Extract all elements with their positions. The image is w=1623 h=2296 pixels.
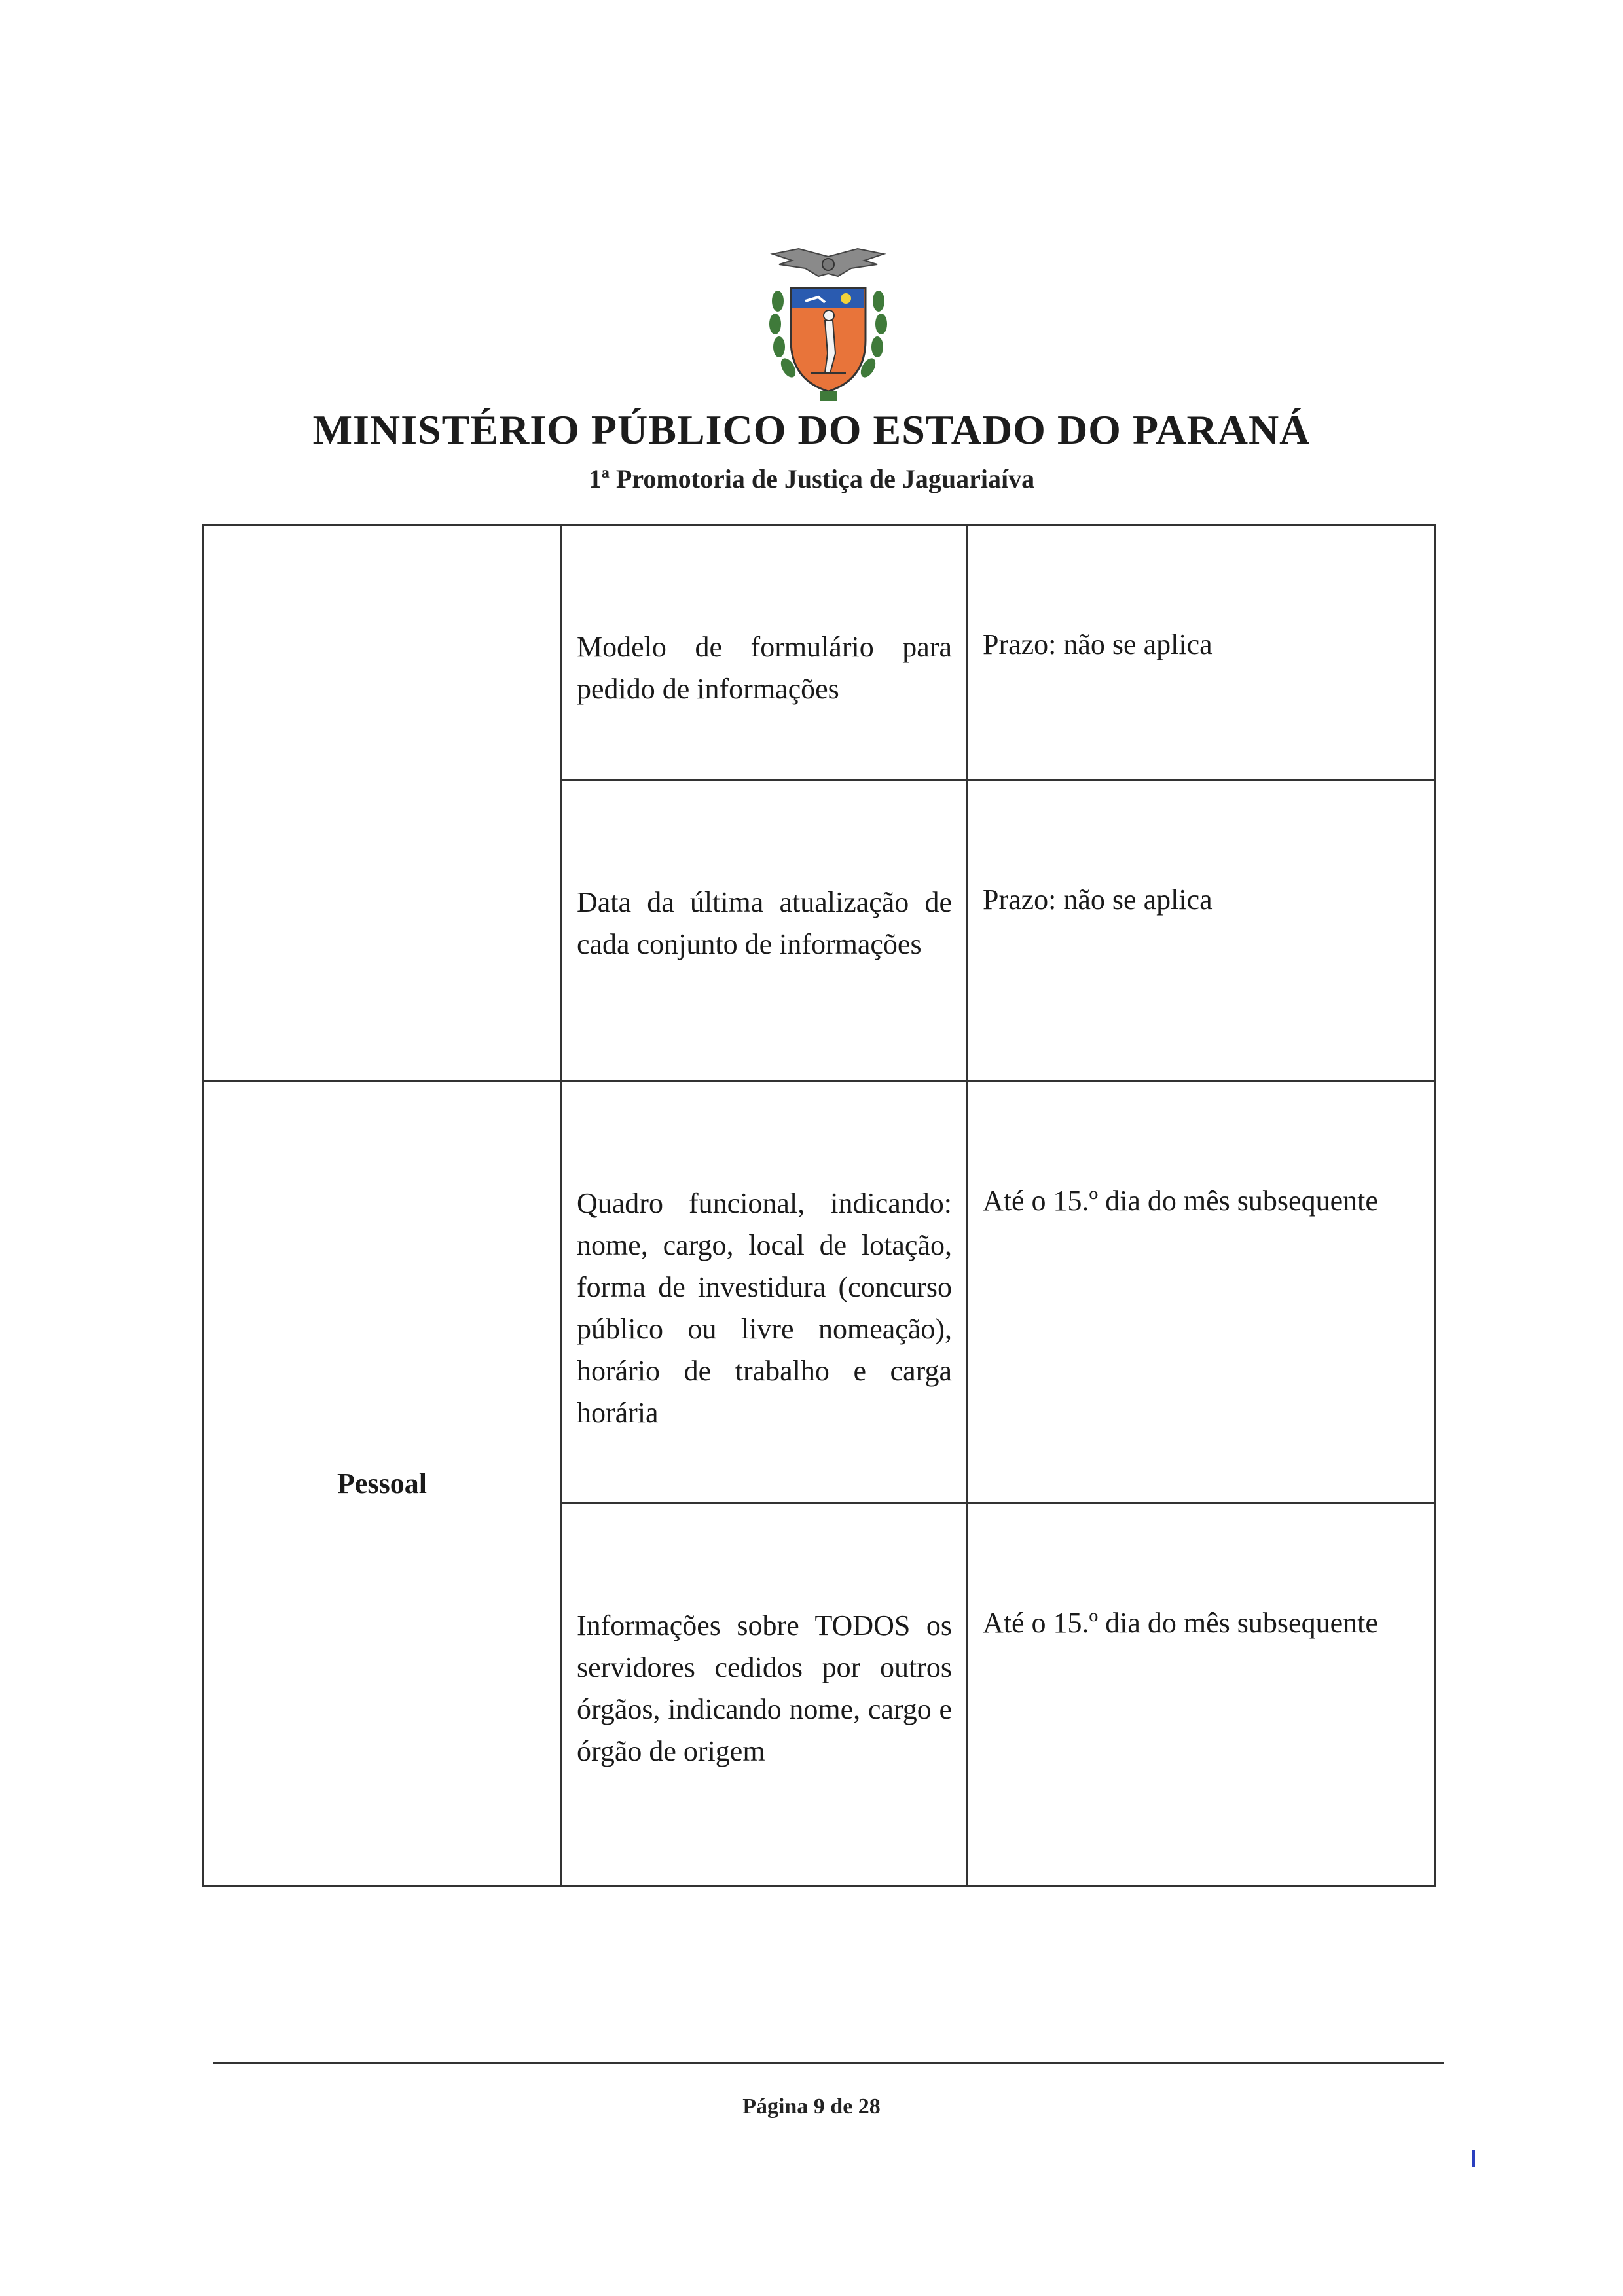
- shield-icon: [791, 288, 866, 391]
- transparency-table: [202, 524, 1436, 1887]
- footer-divider: [213, 2062, 1444, 2064]
- category-cell-empty: [203, 525, 562, 1081]
- item-cell: Data da última atualização de cada conjunto de informações: [562, 780, 968, 1081]
- eagle-icon: [773, 249, 884, 276]
- page-number: Página 9 de 28: [742, 2094, 881, 2119]
- institution-title: MINISTÉRIO PÚBLICO DO ESTADO DO PARANÁ: [312, 406, 1311, 453]
- table-row: [203, 1081, 1435, 1503]
- deadline-cell: Prazo: não se aplica: [968, 525, 1435, 780]
- category-cell: Pessoal: [203, 1081, 562, 1886]
- item-cell: Modelo de formulário para pedido de informações: [562, 525, 968, 780]
- deadline-cell: Até o 15.º dia do mês subsequente: [968, 1081, 1435, 1503]
- item-cell: Quadro funcional, indicando: nome, cargo, local de lotação, forma de investidura (concurso público ou livre nomeação), horário de trabalho e carga horária: [562, 1081, 968, 1503]
- deadline-cell: Até o 15.º dia do mês subsequente: [968, 1503, 1435, 1886]
- scan-mark: [1472, 2150, 1475, 2167]
- table-row: [203, 525, 1435, 780]
- state-coat-of-arms: [759, 242, 897, 406]
- deadline-cell: Prazo: não se aplica: [968, 780, 1435, 1081]
- item-cell: Informações sobre TODOS os servidores cedidos por outros órgãos, indicando nome, cargo e órgão de origem: [562, 1503, 968, 1886]
- office-subtitle: 1ª Promotoria de Justiça de Jaguariaíva: [588, 464, 1035, 493]
